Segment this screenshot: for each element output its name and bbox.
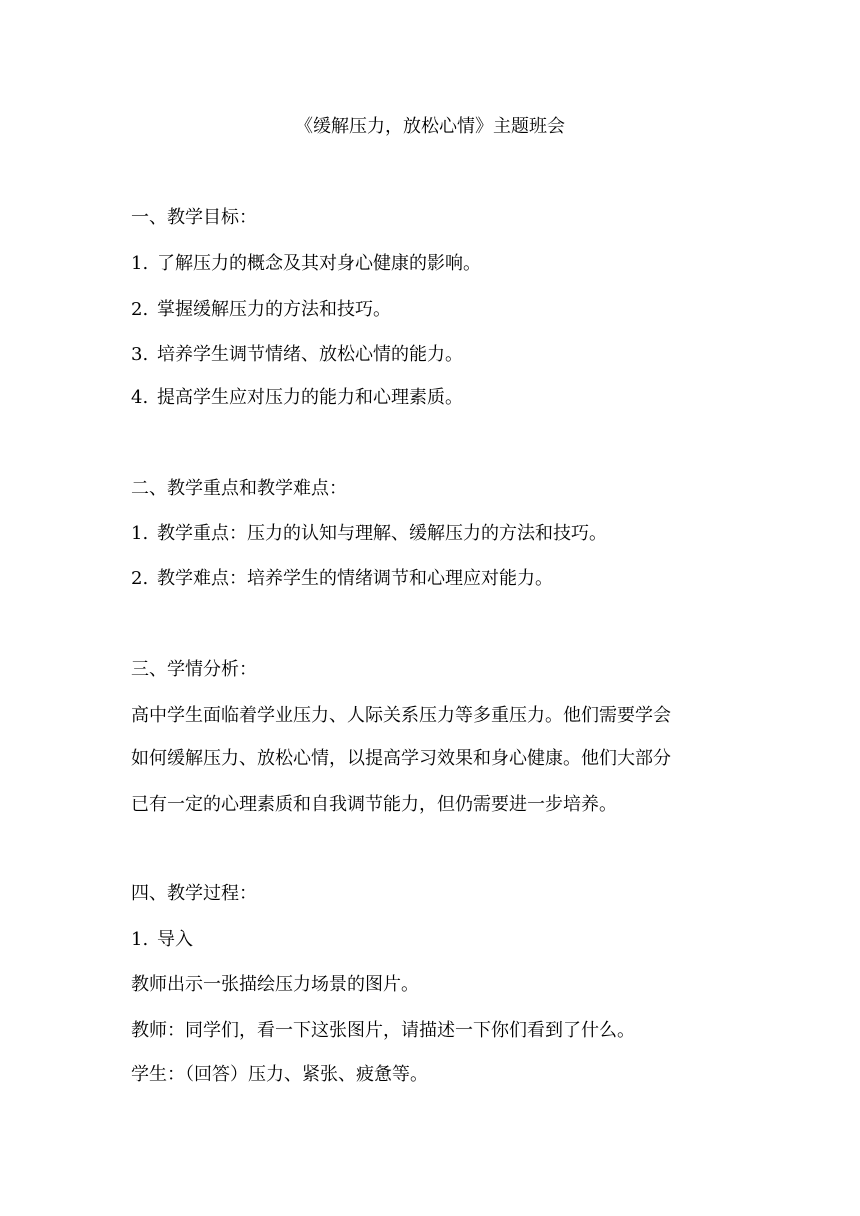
list-item (131, 383, 463, 413)
list-item-text: 掌握缓解压力的方法和技巧。 (157, 299, 391, 320)
paragraph-line: 高中学生面临着学业压力、人际关系压力等多重压力。他们需要学会 (131, 705, 671, 726)
list-item-number: 4. (131, 387, 149, 408)
list-item-text: 教学难点：培养学生的情绪调节和心理应对能力。 (157, 568, 553, 589)
paragraph-line: 教师：同学们，看一下这张图片，请描述一下你们看到了什么。 (131, 1020, 635, 1041)
list-item-text: 教学重点：压力的认知与理解、缓解压力的方法和技巧。 (157, 523, 607, 544)
step-item (131, 925, 193, 955)
list-item-text: 了解压力的概念及其对身心健康的影响。 (157, 253, 481, 274)
section-heading-process: 四、教学过程： (131, 883, 257, 904)
list-item-number: 2. (131, 299, 149, 320)
section-heading-goals: 一、教学目标： (131, 207, 257, 228)
list-item (131, 340, 463, 370)
paragraph-line: 学生：（回答）压力、紧张、疲惫等。 (131, 1064, 428, 1085)
list-item (131, 519, 607, 549)
list-item-number: 1. (131, 523, 149, 544)
list-item (131, 295, 391, 325)
list-item (131, 564, 553, 594)
list-item (131, 249, 481, 279)
document-title: 《缓解压力，放松心情》主题班会 (295, 116, 565, 137)
step-text: 导入 (157, 929, 193, 950)
paragraph-line: 教师出示一张描绘压力场景的图片。 (131, 974, 419, 995)
section-heading-analysis: 三、学情分析： (131, 659, 257, 680)
step-number: 1. (131, 929, 149, 950)
list-item-number: 3. (131, 344, 149, 365)
paragraph-line: 如何缓解压力、放松心情，以提高学习效果和身心健康。他们大部分 (131, 748, 671, 769)
list-item-text: 培养学生调节情绪、放松心情的能力。 (157, 344, 463, 365)
list-item-number: 1. (131, 253, 149, 274)
paragraph-line: 已有一定的心理素质和自我调节能力，但仍需要进一步培养。 (131, 794, 617, 815)
list-item-number: 2. (131, 568, 149, 589)
list-item-text: 提高学生应对压力的能力和心理素质。 (157, 387, 463, 408)
section-heading-focus: 二、教学重点和教学难点： (131, 478, 347, 499)
